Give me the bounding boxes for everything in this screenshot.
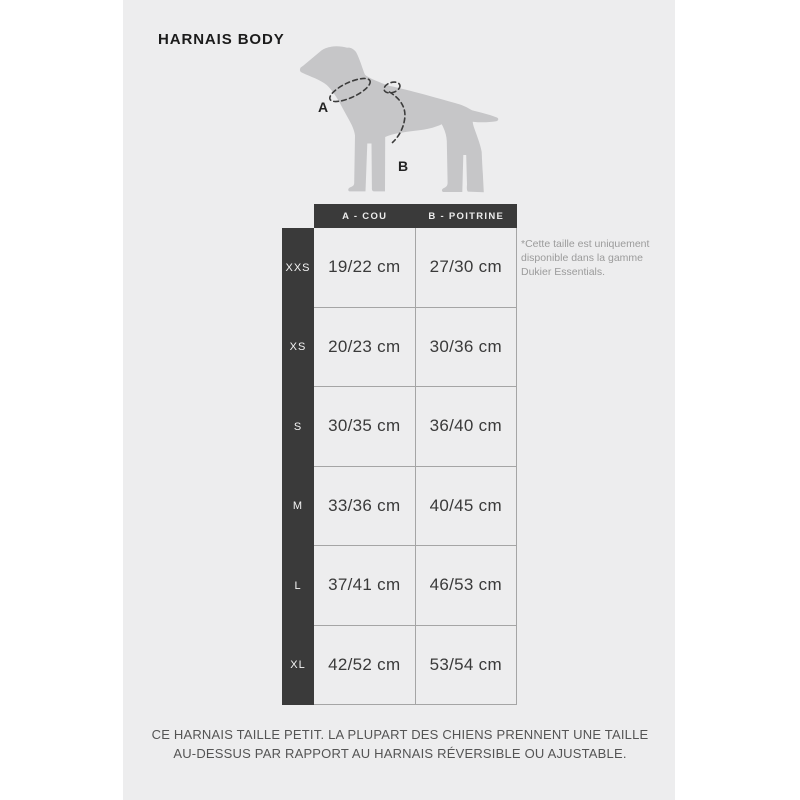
- page-title: HARNAIS BODY: [158, 31, 285, 48]
- table-cell-xl-poitrine: 53/54 cm: [416, 626, 518, 706]
- footnote-line: *Cette taille est uniquement: [521, 238, 650, 250]
- column-header-cou: A - COU: [342, 210, 388, 222]
- size-label-xxs: XXS: [285, 261, 311, 274]
- size-label-l: L: [294, 579, 302, 592]
- chest-measure-label: B: [397, 158, 409, 174]
- table-cell-xs-poitrine: 30/36 cm: [416, 308, 518, 388]
- column-header-poitrine: B - POITRINE: [428, 210, 505, 222]
- size-footnote: [521, 237, 649, 279]
- table-cell-m-cou: 33/36 cm: [314, 467, 416, 547]
- disclaimer-line: CE HARNAIS TAILLE PETIT. LA PLUPART DES CHIENS PRENNENT UNE TAILLE: [151, 727, 649, 742]
- table-cell-s-cou: 30/35 cm: [314, 387, 416, 467]
- table-cell-xl-cou: 42/52 cm: [314, 626, 416, 706]
- sizing-disclaimer: [0, 726, 800, 763]
- table-cell-s-poitrine: 36/40 cm: [416, 387, 518, 467]
- size-label-s: S: [293, 420, 303, 433]
- table-cell-m-poitrine: 40/45 cm: [416, 467, 518, 547]
- table-cell-l-poitrine: 46/53 cm: [416, 546, 518, 626]
- table-cell-xxs-cou: 19/22 cm: [314, 228, 416, 308]
- footnote-line: disponible dans la gamme: [521, 252, 643, 264]
- size-table-body: [314, 228, 517, 705]
- dog-measurement-diagram: [290, 25, 530, 200]
- footnote-line: Dukier Essentials.: [521, 266, 606, 278]
- size-label-m: M: [292, 500, 304, 513]
- disclaimer-line: AU-DESSUS PAR RAPPORT AU HARNAIS RÉVERSIBLE OU AJUSTABLE.: [173, 745, 627, 761]
- table-cell-xxs-poitrine: 27/30 cm: [416, 228, 518, 308]
- table-header: [314, 204, 517, 228]
- neck-measure-label: A: [317, 99, 329, 115]
- size-label-xs: XS: [289, 341, 307, 354]
- size-label-xl: XL: [290, 659, 306, 672]
- table-cell-l-cou: 37/41 cm: [314, 546, 416, 626]
- table-cell-xs-cou: 20/23 cm: [314, 308, 416, 388]
- size-row-header-column: [282, 228, 314, 705]
